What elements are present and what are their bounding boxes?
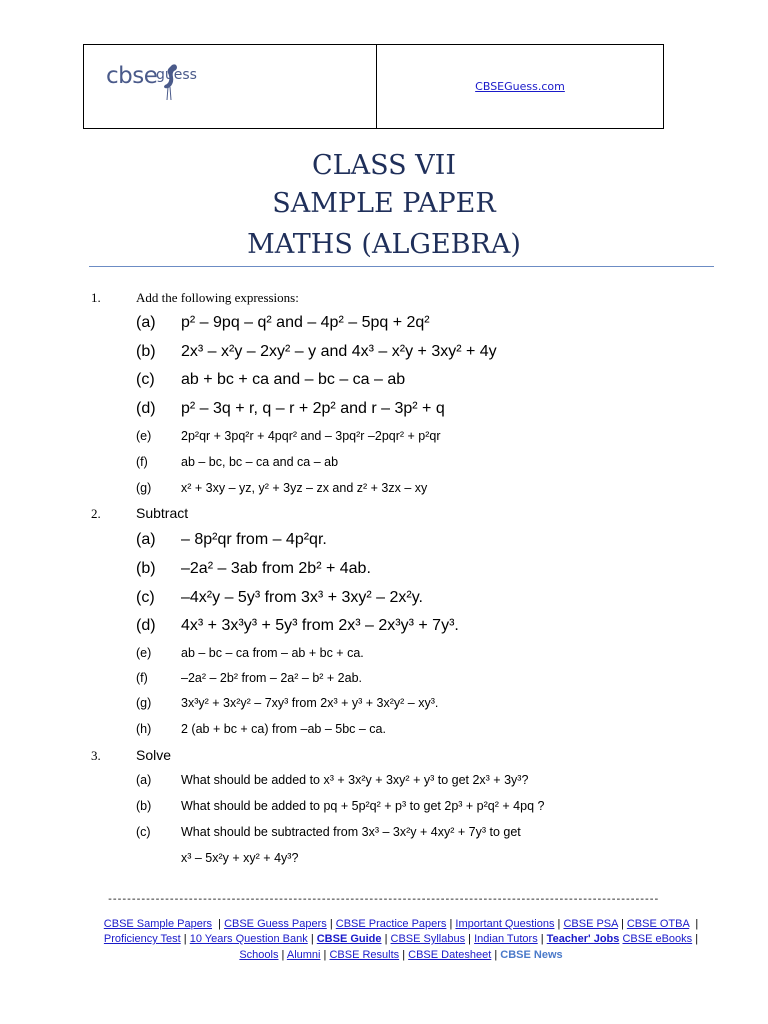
- part-label: (c): [136, 371, 155, 388]
- part-expression: – 8p²qr from – 4p²qr.: [181, 531, 327, 548]
- part-expression: –4x²y – 5y³ from 3x³ + 3xy² – 2x²y.: [181, 589, 423, 606]
- part-label: (b): [136, 560, 156, 577]
- footer-link-results[interactable]: CBSE Results: [329, 949, 400, 961]
- footer-link-question-bank[interactable]: 10 Years Question Bank: [189, 933, 308, 945]
- part-label: (g): [136, 481, 152, 495]
- logo-cell: [84, 45, 377, 128]
- part-label: (d): [136, 617, 156, 634]
- footer-link-teacher-jobs[interactable]: Teacher' Jobs: [546, 933, 620, 945]
- question-text: Subtract: [136, 505, 189, 521]
- footer-links-row-1: CBSE Sample Papers | CBSE Guess Papers | CBSE Practice Papers | Important Questions | CBSE PSA | CBSE OTBA |: [103, 918, 699, 930]
- part-expression: p² – 3q + r, q – r + 2p² and r – 3p² + q: [181, 400, 445, 417]
- part-label: (f): [136, 455, 148, 469]
- footer-link-proficiency-test[interactable]: Proficiency Test: [103, 933, 181, 945]
- footer-link-ebooks[interactable]: CBSE eBooks: [622, 933, 693, 945]
- part-label: (a): [136, 773, 152, 787]
- part-expression: 2x³ – x²y – 2xy² – y and 4x³ – x²y + 3xy² + 4y: [181, 343, 497, 360]
- title-class: CLASS VII: [311, 150, 457, 181]
- part-expression: ab + bc + ca and – bc – ca – ab: [181, 371, 406, 388]
- part-expression-continued: x³ – 5x²y + xy² + 4y³?: [181, 851, 299, 865]
- part-label: (a): [136, 314, 156, 331]
- question-number: 2.: [91, 506, 101, 521]
- part-label: (d): [136, 400, 156, 417]
- footer-link-practice-papers[interactable]: CBSE Practice Papers: [335, 918, 447, 930]
- part-label: (b): [136, 799, 152, 813]
- part-expression: –2a² – 3ab from 2b² + 4ab.: [181, 560, 371, 577]
- header-box: [83, 44, 664, 129]
- question-text: Add the following expressions:: [136, 290, 299, 305]
- footer-link-psa[interactable]: CBSE PSA: [563, 918, 618, 930]
- part-label: (h): [136, 722, 152, 736]
- part-expression: –2a² – 2b² from – 2a² – b² + 2ab.: [181, 671, 363, 685]
- footer-link-news[interactable]: CBSE News: [500, 949, 563, 961]
- question-text: Solve: [136, 747, 172, 763]
- site-link[interactable]: CBSEGuess.com: [475, 80, 565, 93]
- part-expression: x² + 3xy – yz, y² + 3yz – zx and z² + 3zx – xy: [181, 481, 428, 495]
- part-label: (c): [136, 825, 151, 839]
- part-expression: 2 (ab + bc + ca) from –ab – 5bc – ca.: [181, 722, 386, 736]
- part-expression: 3x³y² + 3x²y² – 7xy³ from 2x³ + y³ + 3x²y² – xy³.: [181, 696, 439, 710]
- title-divider: [89, 266, 714, 267]
- part-label: (c): [136, 589, 155, 606]
- part-expression: What should be added to pq + 5p²q² + p³ to get 2p³ + p²q² + 4pq ?: [181, 799, 545, 813]
- part-label: (e): [136, 646, 152, 660]
- footer-link-alumni[interactable]: Alumni: [286, 949, 321, 961]
- footer-link-guide[interactable]: CBSE Guide: [316, 933, 382, 945]
- logo-subtext: guess: [156, 67, 197, 83]
- part-label: (f): [136, 671, 148, 685]
- footer-link-indian-tutors[interactable]: Indian Tutors: [474, 933, 538, 945]
- footer-divider: --------------------------------------------------------------------------------------------------------------------: [107, 895, 659, 906]
- footer-link-datesheet[interactable]: CBSE Datesheet: [408, 949, 492, 961]
- footer-link-otba[interactable]: CBSE OTBA: [626, 918, 690, 930]
- part-label: (b): [136, 343, 156, 360]
- part-label: (a): [136, 531, 156, 548]
- part-label: (g): [136, 696, 152, 710]
- footer-link-guess-papers[interactable]: CBSE Guess Papers: [224, 918, 327, 930]
- part-expression: ab – bc – ca from – ab + bc + ca.: [181, 646, 364, 660]
- footer-link-sample-papers[interactable]: CBSE Sample Papers: [103, 918, 213, 930]
- question-number: 3.: [91, 748, 101, 763]
- part-expression: p² – 9pq – q² and – 4p² – 5pq + 2q²: [181, 314, 430, 331]
- title-sample-paper: SAMPLE PAPER: [272, 188, 496, 219]
- footer-links-row-3: Schools | Alumni | CBSE Results | CBSE Datesheet | CBSE News: [239, 949, 563, 961]
- footer-link-schools[interactable]: Schools: [239, 949, 279, 961]
- part-expression: ab – bc, bc – ca and ca – ab: [181, 455, 339, 469]
- footer-links-row-2: Proficiency Test | 10 Years Question Bank | CBSE Guide | CBSE Syllabus | Indian Tutors | Teacher' Jobs CBSE eBooks |: [103, 933, 699, 945]
- part-expression: 2p²qr + 3pq²r + 4pqr² and – 3pq²r –2pqr² + p²qr: [181, 429, 441, 443]
- footer-link-syllabus[interactable]: CBSE Syllabus: [390, 933, 466, 945]
- link-cell: [377, 45, 663, 128]
- title-subject: MATHS (ALGEBRA): [247, 229, 521, 260]
- part-expression: 4x³ + 3x³y³ + 5y³ from 2x³ – 2x³y³ + 7y³.: [181, 617, 459, 634]
- footer-link-important-questions[interactable]: Important Questions: [455, 918, 555, 930]
- part-expression: What should be subtracted from 3x³ – 3x²y + 4xy² + 7y³ to get: [181, 825, 521, 839]
- part-label: (e): [136, 429, 152, 443]
- question-number: 1.: [91, 290, 101, 305]
- logo-text: cbse: [106, 63, 158, 89]
- part-expression: What should be added to x³ + 3x²y + 3xy² + y³ to get 2x³ + 3y³?: [181, 773, 529, 787]
